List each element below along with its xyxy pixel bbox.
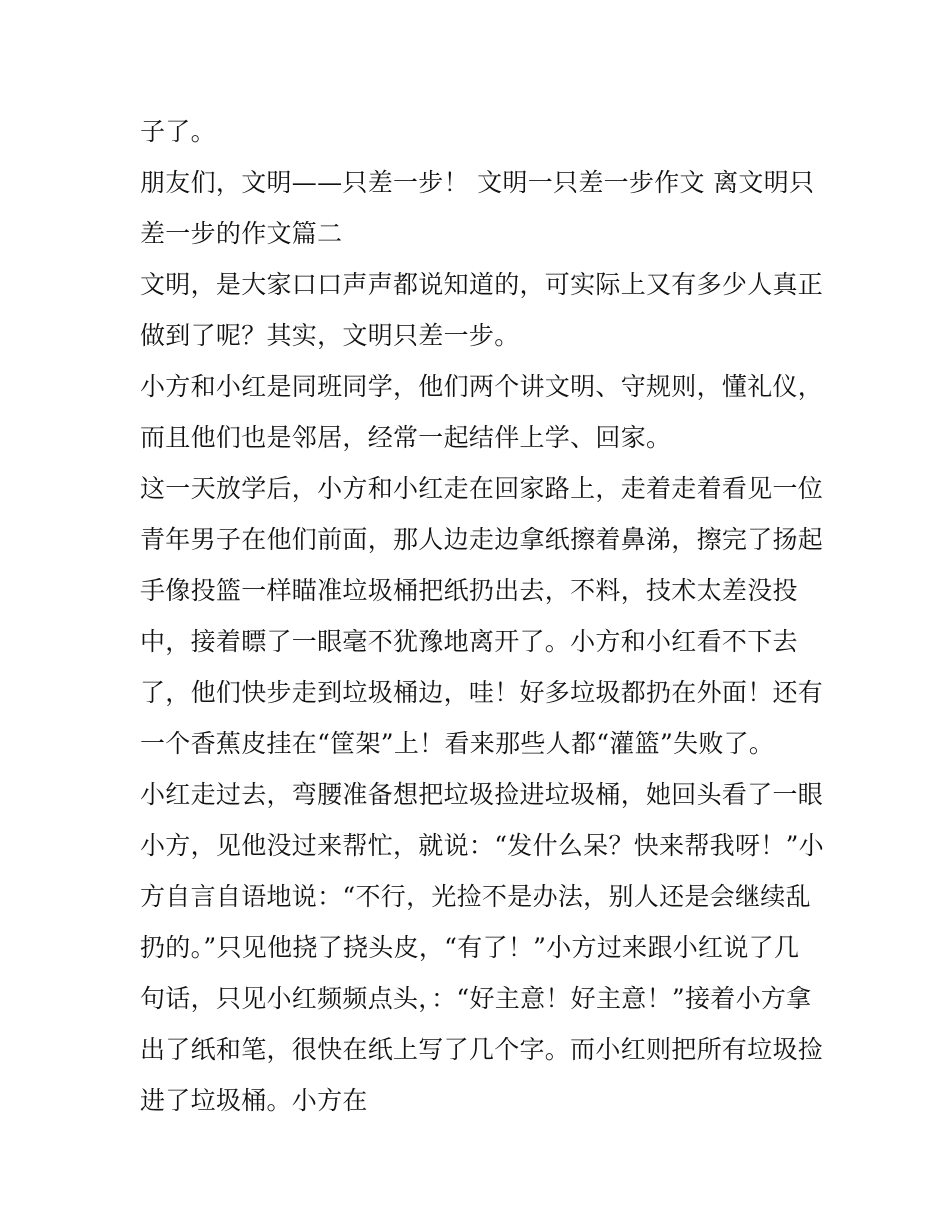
text-line: 中，接着瞟了一眼毫不犹豫地离开了。小方和小红看不下去: [140, 627, 798, 656]
text-line: 手像投篮一样瞄准垃圾桶把纸扔出去，不料，技术太差没投: [140, 576, 798, 605]
text-line: 小红走过去，弯腰准备想把垃圾捡进垃圾桶，她回头看了一眼: [140, 780, 824, 809]
text-line: 一个香蕉皮挂在“筐架”上！看来那些人都“灌篮”失败了。: [140, 729, 775, 758]
text-line: 扔的。”只见他挠了挠头皮，“有了！”小方过来跟小红说了几: [140, 933, 800, 962]
text-line: 做到了呢？其实，文明只差一步。: [140, 321, 520, 350]
text-line: 小方，见他没过来帮忙，就说：“发什么呆？快来帮我呀！”小: [140, 831, 824, 860]
text-line: 句话，只见小红频频点头，：“好主意！好主意！”接着小方拿: [140, 984, 812, 1013]
text-line: 了，他们快步走到垃圾桶边，哇！好多垃圾都扔在外面！还有: [140, 678, 824, 707]
text-line: 子了。: [140, 117, 216, 146]
text-line: 文明，是大家口口声声都说知道的，可实际上又有多少人真正: [140, 270, 824, 299]
body-text: [140, 106, 824, 1126]
text-line: 小方和小红是同班同学，他们两个讲文明、守规则，懂礼仪，: [140, 372, 824, 401]
text-line: 出了纸和笔，很快在纸上写了几个字。而小红则把所有垃圾捡: [140, 1035, 824, 1064]
text-line: 青年男子在他们前面，那人边走边拿纸擦着鼻涕，擦完了扬起: [140, 525, 824, 554]
text-line: 朋友们，文明——只差一步！ 文明一只差一步作文 离文明只: [140, 168, 815, 197]
text-line: 这一天放学后，小方和小红走在回家路上，走着走着看见一位: [140, 474, 824, 503]
text-line: 进了垃圾桶。小方在: [140, 1086, 368, 1115]
text-line: 差一步的作文篇二: [140, 219, 343, 248]
text-line: 而且他们也是邻居，经常一起结伴上学、回家。: [140, 423, 672, 452]
text-line: 方自言自语地说：“不行，光捡不是办法，别人还是会继续乱: [140, 882, 811, 911]
